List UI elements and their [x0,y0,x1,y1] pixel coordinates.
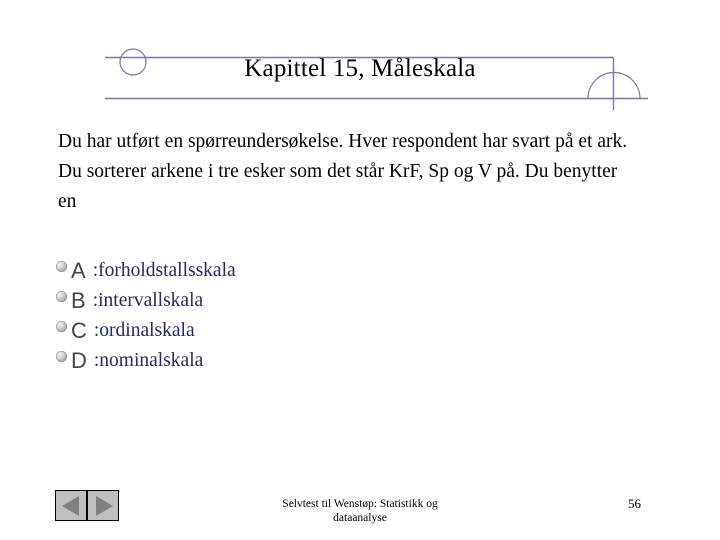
title-band [0,52,720,112]
answer-letter: B [71,288,86,313]
triangle-left-icon [62,496,79,516]
footer-note [230,497,490,525]
answer-label: :forholdstallsskala [92,260,236,281]
body-paragraph: Du har utført en spørreundersøkelse. Hver respondent har svart på et ark. Du sorterer arkene i tre esker som det står KrF, Sp og V på. Du benytter en [58,131,628,212]
footer-note-line-1: Selvtest til Wenstøp: Statistikk og [282,498,438,510]
answer-label: :ordinalskala [93,320,195,341]
next-slide-button[interactable] [87,490,119,521]
answer-option-c[interactable] [42,316,462,346]
answer-letter: D [71,348,87,373]
answer-label: :intervallskala [92,290,204,311]
bullet-sphere-icon [56,261,67,272]
page-number: 56 [628,496,641,511]
answer-option-b[interactable] [42,286,462,316]
answer-option-d[interactable] [42,346,462,376]
answer-letter: A [71,258,86,283]
navigation-buttons [55,490,119,521]
footer-note-line-2: dataanalyse [333,512,387,524]
previous-slide-button[interactable] [55,490,87,521]
triangle-right-icon [96,496,113,516]
answer-option-a[interactable] [42,256,462,286]
answer-letter: C [71,318,87,343]
answer-list [42,256,462,376]
page-title: Kapittel 15, Måleskala [244,55,476,82]
bullet-sphere-icon [56,291,67,302]
bullet-sphere-icon [56,351,67,362]
answer-label: :nominalskala [93,350,204,371]
bullet-sphere-icon [56,321,67,332]
